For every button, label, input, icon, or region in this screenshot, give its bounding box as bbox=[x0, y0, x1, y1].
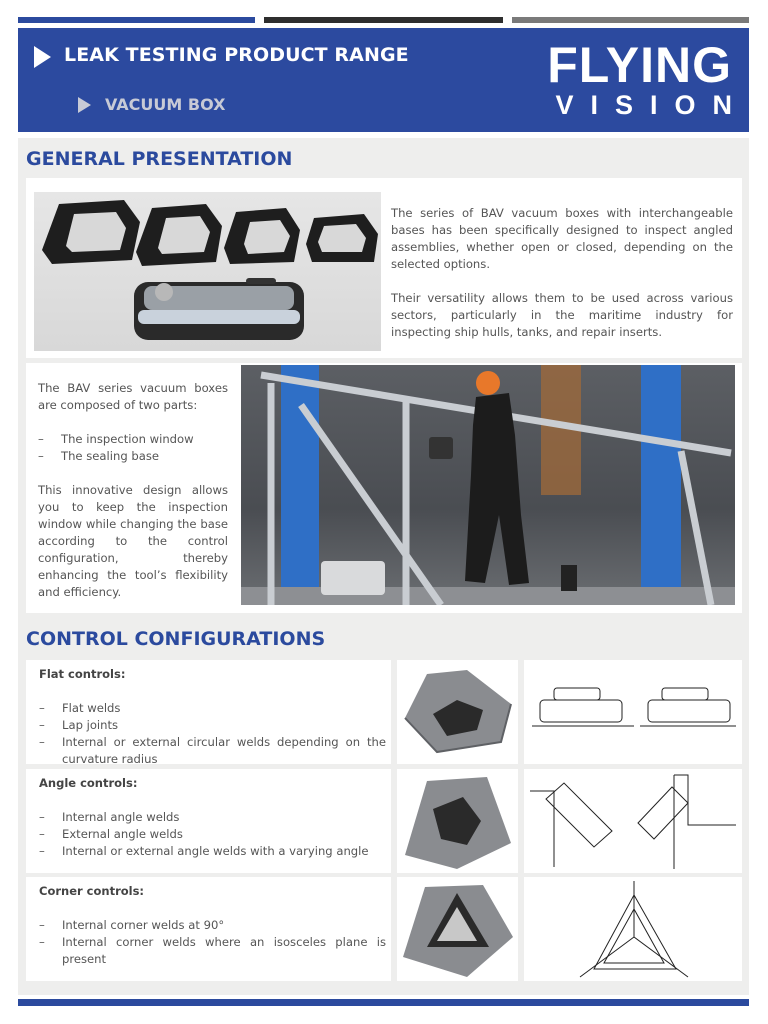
list-item: – Flat welds bbox=[39, 700, 386, 717]
general-paragraph-1: The series of BAV vacuum boxes with interchangeable bases has been specifically designed to inspect angled assemblies, whether open or closed, depending on the selected options. bbox=[391, 206, 733, 271]
corner-controls-diagram bbox=[524, 877, 742, 981]
worker-scaffold-photo bbox=[241, 365, 735, 605]
flat-base-photo bbox=[397, 660, 518, 764]
general-presentation-heading: GENERAL PRESENTATION bbox=[26, 148, 293, 170]
list-item: – Lap joints bbox=[39, 717, 386, 734]
general-intro-text bbox=[391, 205, 733, 358]
vacuum-boxes-photo bbox=[34, 192, 381, 351]
flat-controls-diagram bbox=[524, 660, 742, 764]
top-bar-blue bbox=[18, 17, 255, 23]
logo-vision: VISION bbox=[555, 90, 749, 120]
corner-controls-title: Corner controls: bbox=[39, 884, 145, 898]
angle-controls-title: Angle controls: bbox=[39, 776, 138, 790]
flat-controls-box bbox=[26, 660, 391, 764]
top-bar-grey bbox=[512, 17, 749, 23]
page-title: LEAK TESTING PRODUCT RANGE bbox=[64, 44, 409, 66]
header-banner bbox=[18, 28, 749, 132]
top-bar-black bbox=[264, 17, 503, 23]
general-paragraph-4: This innovative design allows you to keep the inspection window while changing the base according to the control configuration, thereby enhancing the tool’s flexibility and efficiency. bbox=[38, 483, 228, 599]
corner-controls-box bbox=[26, 877, 391, 981]
angle-controls-diagram bbox=[524, 769, 742, 873]
angle-controls-box bbox=[26, 769, 391, 873]
page-subtitle: VACUUM BOX bbox=[105, 95, 226, 114]
general-paragraph-2: Their versatility allows them to be used across various sectors, particularly in the maritime industry for inspecting ship hulls, tanks, and repair inserts. bbox=[391, 291, 733, 339]
list-item: – Internal or external circular welds depending on the curvature radius bbox=[39, 734, 386, 768]
control-configurations-heading: CONTROL CONFIGURATIONS bbox=[26, 628, 326, 650]
list-item: – Internal corner welds at 90° bbox=[39, 917, 386, 934]
list-item: – Internal angle welds bbox=[39, 809, 386, 826]
play-arrow-small-icon bbox=[78, 97, 91, 113]
list-item: – The inspection window bbox=[38, 431, 228, 448]
list-item: – The sealing base bbox=[38, 448, 228, 465]
list-item: – Internal or external angle welds with a varying angle bbox=[39, 843, 386, 860]
logo-flying: FLYING bbox=[547, 37, 732, 93]
angle-base-photo bbox=[397, 769, 518, 873]
flat-controls-title: Flat controls: bbox=[39, 667, 126, 681]
list-item: – External angle welds bbox=[39, 826, 386, 843]
corner-base-photo bbox=[397, 877, 518, 981]
general-paragraph-3: The BAV series vacuum boxes are composed of two parts: bbox=[38, 381, 228, 412]
list-item: – Internal corner welds where an isosceles plane is present bbox=[39, 934, 386, 968]
play-arrow-icon bbox=[34, 46, 51, 68]
composition-text bbox=[38, 380, 228, 618]
bottom-bar bbox=[18, 999, 749, 1006]
